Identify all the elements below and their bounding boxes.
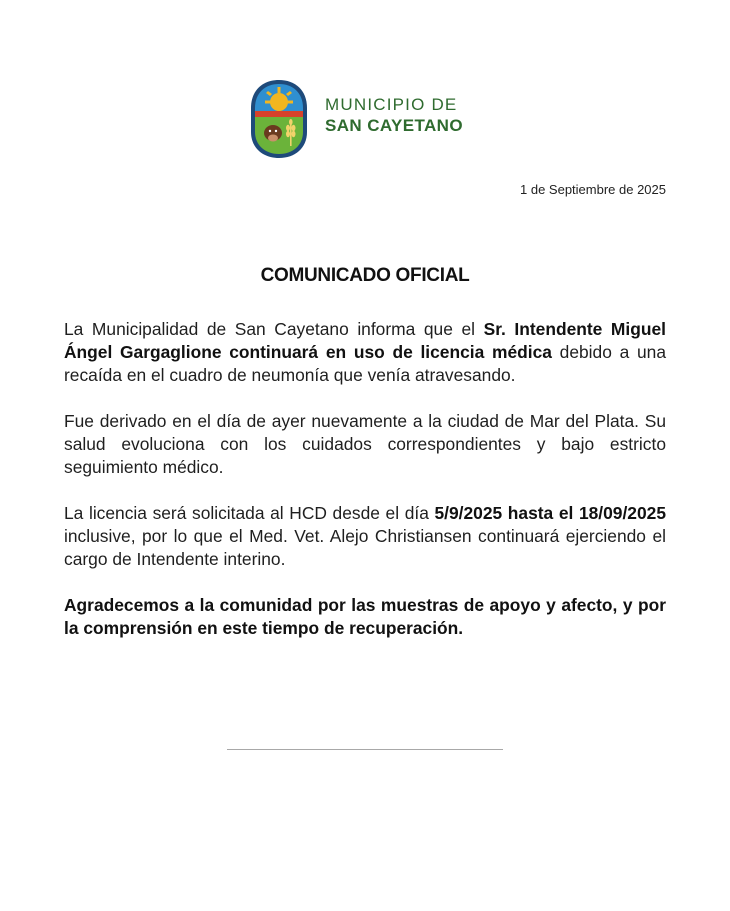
document-title: COMUNICADO OFICIAL <box>260 265 470 286</box>
municipality-name-line1: MUNICIPIO DE <box>325 95 458 114</box>
paragraph-health-status <box>64 410 666 479</box>
municipality-shield-icon <box>249 78 309 160</box>
paragraph-text: debido a una recaída en el cuadro de neumonía que venía atravesando. <box>64 342 666 385</box>
paragraph-bold-text: Agradecemos a la comunidad por las muestras de apoyo y afecto, y por la comprensión en este tiempo de recuperación. <box>64 595 666 638</box>
signature-line <box>227 749 503 750</box>
paragraph-text: Fue derivado en el día de ayer nuevamente a la ciudad de Mar del Plata. Su salud evoluciona con los cuidados correspondientes y bajo estricto seguimiento médico. <box>64 411 666 477</box>
paragraph-text: inclusive, por lo que el Med. Vet. Alejo Christiansen continuará ejerciendo el cargo de Intendente interino. <box>64 526 666 569</box>
municipality-name-line2: SAN CAYETANO <box>325 116 463 135</box>
paragraph-bold-text: 5/9/2025 hasta el 18/09/2025 <box>434 503 666 523</box>
paragraph-license-dates <box>64 502 666 571</box>
paragraph-thanks <box>64 594 666 640</box>
paragraph-bold-text: Sr. Intendente Miguel Ángel Gargaglione continuará en uso de licencia médica <box>64 319 666 362</box>
paragraph-text: La licencia será solicitada al HCD desde el día <box>64 503 435 523</box>
municipality-header <box>249 78 489 160</box>
paragraph-license-notice <box>64 318 666 387</box>
document-body <box>64 318 666 663</box>
municipality-name <box>325 96 463 134</box>
document-date: 1 de Septiembre de 2025 <box>520 182 666 197</box>
paragraph-text: La Municipalidad de San Cayetano informa que el <box>64 319 484 339</box>
